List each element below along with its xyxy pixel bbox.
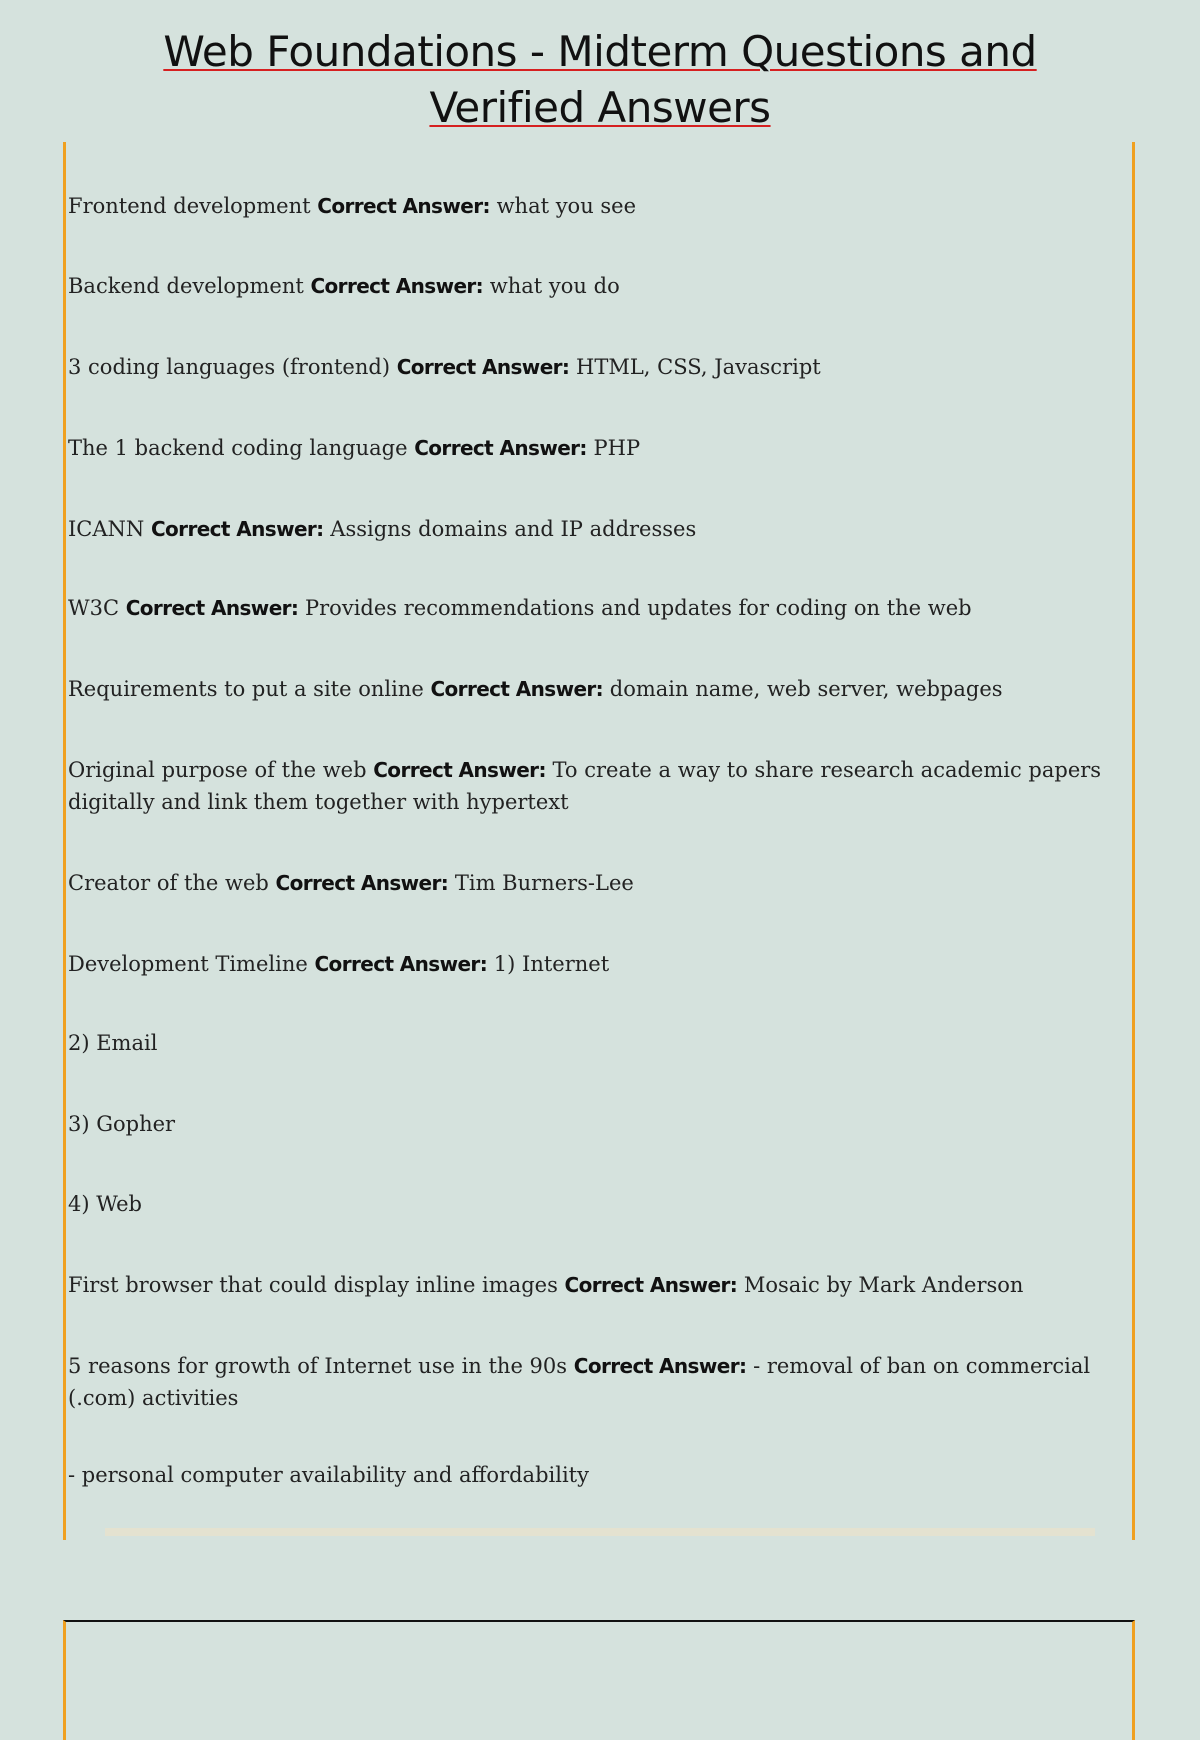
question-text: Original purpose of the web: [68, 758, 367, 782]
answer-text: - removal of ban on commercial (.com) activities: [68, 1354, 1091, 1410]
answer-label: Correct Answer:: [310, 274, 484, 298]
answer-text: PHP: [593, 436, 641, 460]
qa-item: [68, 592, 1128, 624]
answer-text: Tim Burners-Lee: [454, 871, 634, 895]
answer-text: what you do: [489, 274, 620, 298]
question-text: W3C: [68, 596, 120, 620]
qa-item: [68, 1269, 1128, 1301]
timeline-item: 2) Email: [68, 1031, 158, 1055]
question-text: Backend development: [68, 274, 304, 298]
answer-text: Mosaic by Mark Anderson: [743, 1273, 1024, 1297]
qa-item: [68, 948, 1128, 980]
title-line-1: Web Foundations - Midterm Questions and: [163, 27, 1037, 76]
answer-label: Correct Answer:: [317, 194, 490, 218]
list-item: - personal computer availability and affordability: [68, 1463, 589, 1487]
answer-text: domain name, web server, webpages: [609, 677, 1003, 701]
answer-label: Correct Answer:: [275, 871, 449, 895]
answer-text: what you see: [496, 194, 637, 218]
timeline-item: 3) Gopher: [68, 1112, 176, 1136]
timeline-item: 4) Web: [68, 1192, 142, 1216]
next-page-frame: [63, 1620, 1135, 1740]
divider-strip: [105, 1528, 1095, 1536]
answer-text: Provides recommendations and updates for coding on the web: [305, 596, 972, 620]
answer-label: Correct Answer:: [373, 758, 546, 782]
question-text: The 1 backend coding language: [68, 436, 408, 460]
qa-item: [68, 190, 1128, 222]
question-text: First browser that could display inline images: [68, 1273, 558, 1297]
answer-label: Correct Answer:: [150, 517, 324, 541]
qa-item: [68, 1350, 1128, 1414]
answer-text: 1) Internet: [493, 952, 610, 976]
question-text: ICANN: [68, 517, 145, 541]
question-text: Development Timeline: [68, 952, 308, 976]
qa-item: [68, 513, 1128, 545]
qa-item: [68, 432, 1128, 464]
answer-label: Correct Answer:: [314, 952, 488, 976]
question-text: Requirements to put a site online: [68, 677, 424, 701]
answer-label: Correct Answer:: [573, 1354, 747, 1378]
answer-text: Assigns domains and IP addresses: [330, 517, 697, 541]
answer-label: Correct Answer:: [414, 436, 587, 460]
answer-label: Correct Answer:: [564, 1273, 738, 1297]
question-text: 5 reasons for growth of Internet use in the 90s: [68, 1354, 568, 1378]
answer-label: Correct Answer:: [125, 596, 299, 620]
answer-label: Correct Answer:: [396, 355, 570, 379]
qa-item: [68, 270, 1128, 302]
title-line-2: Verified Answers: [429, 83, 771, 132]
question-text: 3 coding languages (frontend): [68, 355, 391, 379]
qa-item: [68, 867, 1128, 899]
question-text: Creator of the web: [68, 871, 269, 895]
qa-item: [68, 754, 1128, 818]
answer-text: HTML, CSS, Javascript: [576, 355, 821, 379]
qa-item: [68, 673, 1128, 705]
answer-label: Correct Answer:: [430, 677, 604, 701]
qa-item: [68, 351, 1128, 383]
question-text: Frontend development: [68, 194, 311, 218]
answer-text: To create a way to share research academic papers digitally and link them together with hypertext: [68, 758, 1102, 814]
document-title: [100, 24, 1100, 136]
